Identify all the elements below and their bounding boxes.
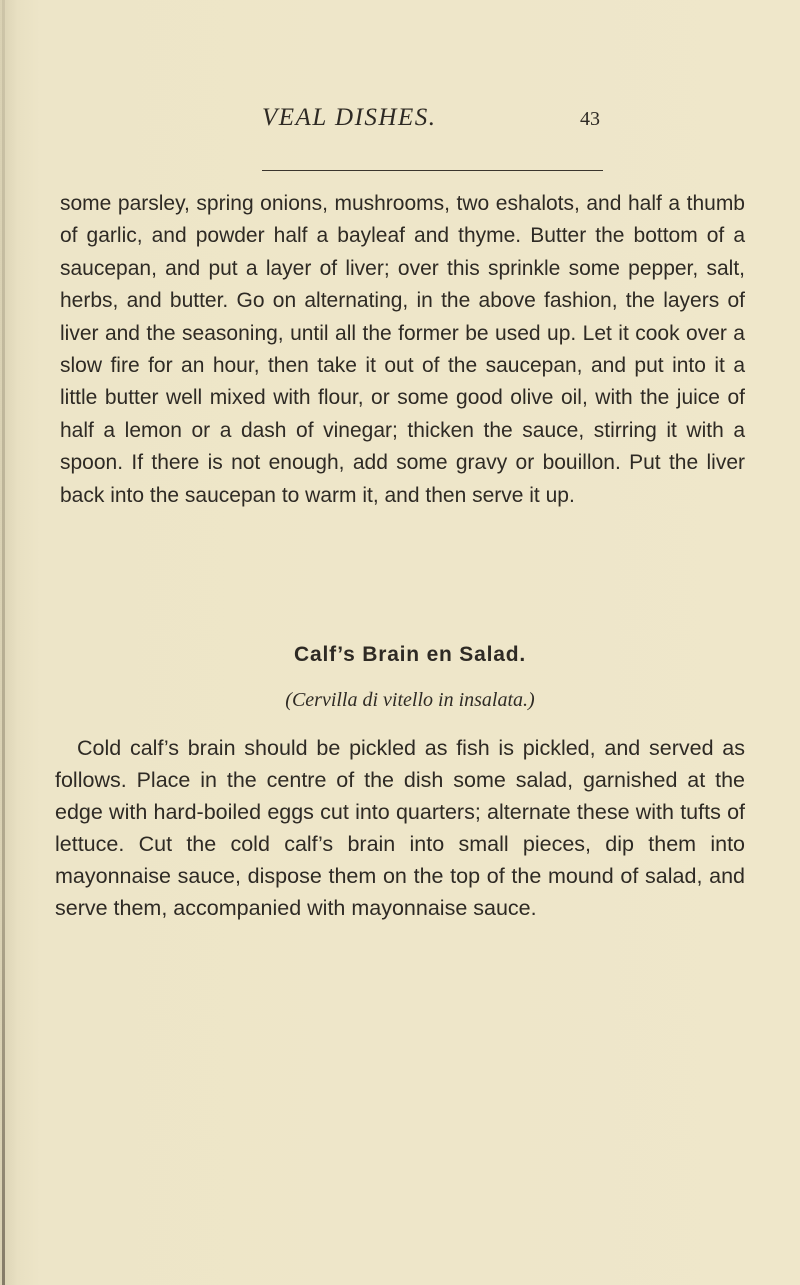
- body-paragraph: some parsley, spring onions, mushrooms, two eshalots, and half a thumb of garlic, and powder half a bayleaf and thyme. Butter the bottom of a saucepan, and put a layer of liver; over this sprinkle some pepper, salt, herbs, and butter. Go on alternating, in the above fashion, the layers of liver and the seasoning, until all the former be used up. Let it cook over a slow fire for an hour, then take it out of the saucepan, and put into it a little butter well mixed with flour, or some good olive oil, with the juice of half a lemon or a dash of vinegar; thicken the sauce, stirring it with a spoon. If there is not enough, add some gravy or bouillon. Put the liver back into the saucepan to warm it, and then serve it up.: [60, 192, 745, 507]
- recipe-title-text: Calf’s Brain en Salad.: [294, 643, 526, 666]
- recipe-paragraph: Cold calf’s brain should be pickled as fish is pickled, and served as follows. Place in the centre of the dish some salad, garnished at the edge with hard-boiled eggs cut into quarters; alternate these with tufts of lettuce. Cut the cold calf’s brain into small pieces, dip them into mayonnaise sauce, dispose them on the top of the mound of salad, and serve them, accompanied with mayonnaise sauce.: [55, 736, 745, 920]
- recipe-subtitle-text: (Cervilla di vitello in insalata.): [285, 689, 535, 711]
- running-title: VEAL DISHES.: [262, 104, 437, 131]
- recipe-subtitle: [0, 689, 800, 712]
- page-number: 43: [580, 108, 600, 130]
- recipe-title: [0, 643, 800, 667]
- header-rule: [262, 170, 603, 171]
- running-head: [0, 104, 800, 144]
